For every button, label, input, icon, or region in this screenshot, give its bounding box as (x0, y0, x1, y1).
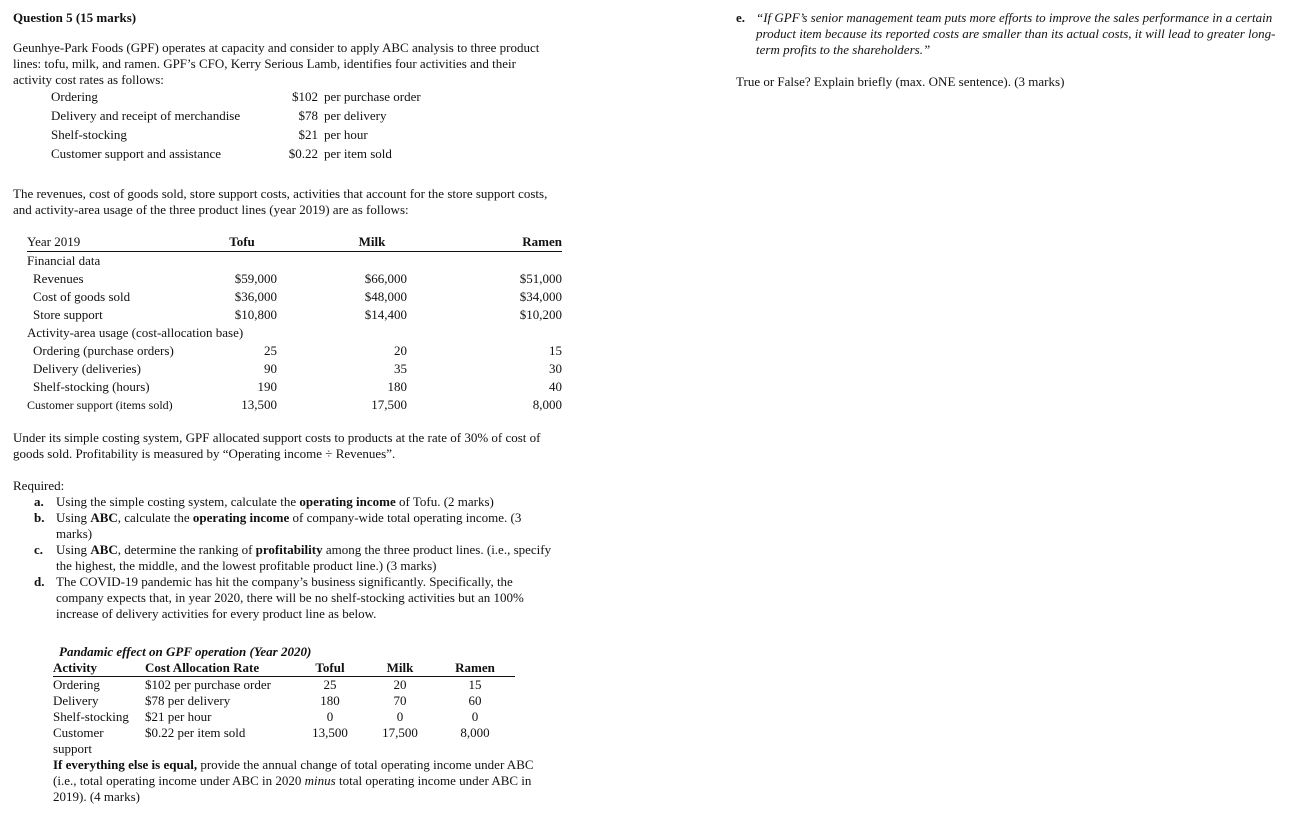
rate-amount: $102 (292, 89, 318, 104)
pandemic-row (53, 693, 515, 709)
financial-cell: $14,400 (364, 307, 407, 322)
pand-header-ramen: Ramen (435, 660, 515, 677)
financial-cell: $36,000 (234, 289, 277, 304)
pandemic-cell: 60 (468, 693, 482, 708)
requirement-e: e. “If GPF’s senior management team puts more efforts to improve the sales performance in a certain product item because its reported costs are smaller than its actual costs, it will lead to greater long-term profits to the shareholders.” (736, 10, 1276, 57)
rate-activity: Delivery and receipt of merchandise (51, 108, 241, 123)
pandemic-row (53, 677, 515, 694)
usage-row-label: Ordering (purchase orders) (33, 343, 174, 358)
col-header-milk: Milk (307, 234, 437, 252)
pandemic-cell: 0 (326, 709, 334, 724)
usage-cell: 8,000 (532, 397, 562, 412)
usage-cell: 17,500 (371, 397, 407, 412)
pandemic-rate: $78 per delivery (145, 693, 231, 708)
rate-activity: Ordering (51, 89, 98, 104)
pandemic-cell: 180 (320, 693, 340, 708)
pand-header-activity: Activity (53, 660, 145, 677)
pandemic-cell: 0 (396, 709, 404, 724)
pandemic-activity: Delivery (53, 693, 99, 708)
pandemic-activity: Customer (53, 725, 104, 740)
usage-cell: 13,500 (241, 397, 277, 412)
requirement-e-quote: “If GPF’s senior management team puts more efforts to improve the sales performance in a certain product item because its reported costs are smaller than its actual costs, it will lead to greater long-term profits to the shareholders.” (756, 10, 1276, 57)
pandemic-cell: 13,500 (312, 725, 348, 740)
rate-row (51, 145, 421, 164)
pandemic-rate: $102 per purchase order (145, 677, 271, 692)
pandemic-rate: $0.22 per item sold (145, 725, 246, 740)
financial-cell: $51,000 (519, 271, 562, 286)
data-table-2019 (27, 234, 562, 414)
intro-paragraph: Geunhye-Park Foods (GPF) operates at capacity and consider to apply ABC analysis to three product lines: tofu, milk, and ramen. GPF’s CFO, Kerry Serious Lamb, identifies four activities and their activity cost rates as follows: (13, 40, 540, 87)
pandemic-row (53, 725, 515, 741)
usage-cell: 20 (394, 343, 407, 358)
col-header-tofu: Tofu (177, 234, 307, 252)
usage-row (27, 378, 562, 396)
financial-row-label: Cost of goods sold (33, 289, 131, 304)
rate-unit: per item sold (324, 146, 392, 161)
financial-cell: $10,200 (519, 307, 562, 322)
pandemic-cell: 8,000 (460, 725, 490, 740)
question-right-column (736, 10, 1276, 90)
usage-row-label: Shelf-stocking (hours) (33, 379, 150, 394)
table-intro-paragraph: The revenues, cost of goods sold, store support costs, activities that account for the store support costs, and activity-area usage of the three product lines (year 2019) are as follows: (13, 186, 548, 217)
usage-section-label: Activity-area usage (cost-allocation base) (27, 325, 244, 340)
usage-row-label: Delivery (deliveries) (33, 361, 141, 376)
requirement-b: b. Using ABC, calculate the operating income of company-wide total operating income. (3 marks) (34, 510, 522, 541)
pandemic-table-title: Pandamic effect on GPF operation (Year 2020) (59, 644, 312, 659)
financial-row (27, 306, 562, 324)
pandemic-row (53, 709, 515, 725)
usage-cell: 180 (387, 379, 407, 394)
usage-cell: 40 (549, 379, 562, 394)
pandemic-cell: 70 (393, 693, 407, 708)
question-title: Question 5 (15 marks) (13, 10, 137, 25)
simple-costing-paragraph: Under its simple costing system, GPF allocated support costs to products at the rate of 30% of cost of goods sold. Profitability is measured by “Operating income ÷ Revenues”. (13, 430, 541, 461)
financial-cell: $10,800 (234, 307, 277, 322)
year-header: Year 2019 (27, 234, 177, 252)
requirement-c: c. Using ABC, determine the ranking of profitability among the three product lines. (i.e., specify the highest, the middle, and the lowest profitable product line.) (3 marks) (34, 542, 552, 573)
usage-cell: 35 (394, 361, 407, 376)
question-left-column (13, 10, 562, 805)
pandemic-cell: 20 (393, 677, 407, 692)
pand-header-milk: Milk (365, 660, 435, 677)
rate-activity: Shelf-stocking (51, 127, 127, 142)
financial-cell: $34,000 (519, 289, 562, 304)
pand-header-rate: Cost Allocation Rate (145, 660, 295, 677)
rate-unit: per hour (324, 127, 368, 142)
requirement-d: d. The COVID-19 pandemic has hit the company’s business significantly. Specifically, the company expects that, in year 2020, there will be no shelf-stocking activities but an 100% increase of delivery activities for every product line as below. (34, 574, 524, 621)
pandemic-activity: Ordering (53, 677, 100, 692)
financial-cell: $59,000 (234, 271, 277, 286)
pandemic-cell: 0 (471, 709, 479, 724)
requirement-a: a. Using the simple costing system, calculate the operating income of Tofu. (2 marks) (34, 494, 494, 509)
pandemic-last-row-cont: support (53, 741, 92, 756)
activity-rates-table (51, 88, 421, 164)
pandemic-table (53, 660, 515, 741)
financial-row-label: Store support (33, 307, 103, 322)
rate-amount: $21 (298, 127, 318, 142)
usage-cell: 30 (549, 361, 562, 376)
col-header-ramen: Ramen (437, 234, 562, 252)
financial-row (27, 288, 562, 306)
requirements-list (13, 494, 558, 622)
pandemic-cell: 17,500 (382, 725, 418, 740)
usage-row (27, 360, 562, 378)
usage-row (27, 342, 562, 360)
requirement-d-end: If everything else is equal, provide the annual change of total operating income under ABC (i.e., total operating income under ABC in 2020 minus total operating income under ABC in 2019). (4 marks) (53, 757, 534, 804)
rate-unit: per delivery (324, 108, 387, 123)
requirement-e-prompt: True or False? Explain briefly (max. ONE sentence). (3 marks) (736, 74, 1065, 89)
pand-header-tofu: Toful (295, 660, 365, 677)
pandemic-rate: $21 per hour (145, 709, 212, 724)
financial-cell: $66,000 (364, 271, 407, 286)
rate-amount: $0.22 (288, 146, 318, 161)
rate-row (51, 126, 421, 145)
financial-row-label: Revenues (33, 271, 84, 286)
rate-row (51, 88, 421, 107)
usage-row (27, 396, 562, 414)
usage-cell: 190 (257, 379, 277, 394)
financial-cell: $48,000 (364, 289, 407, 304)
rate-amount: $78 (298, 108, 318, 123)
rate-row (51, 107, 421, 126)
usage-cell: 90 (264, 361, 277, 376)
financial-row (27, 270, 562, 288)
usage-cell: 25 (264, 343, 277, 358)
rate-activity: Customer support and assistance (51, 146, 222, 161)
usage-row-label: Customer support (items sold) (27, 398, 173, 412)
pandemic-cell: 15 (468, 677, 482, 692)
financial-section-label: Financial data (27, 253, 101, 268)
usage-cell: 15 (549, 343, 562, 358)
required-label: Required: (13, 478, 65, 493)
pandemic-activity: Shelf-stocking (53, 709, 129, 724)
rate-unit: per purchase order (324, 89, 421, 104)
pandemic-cell: 25 (323, 677, 337, 692)
